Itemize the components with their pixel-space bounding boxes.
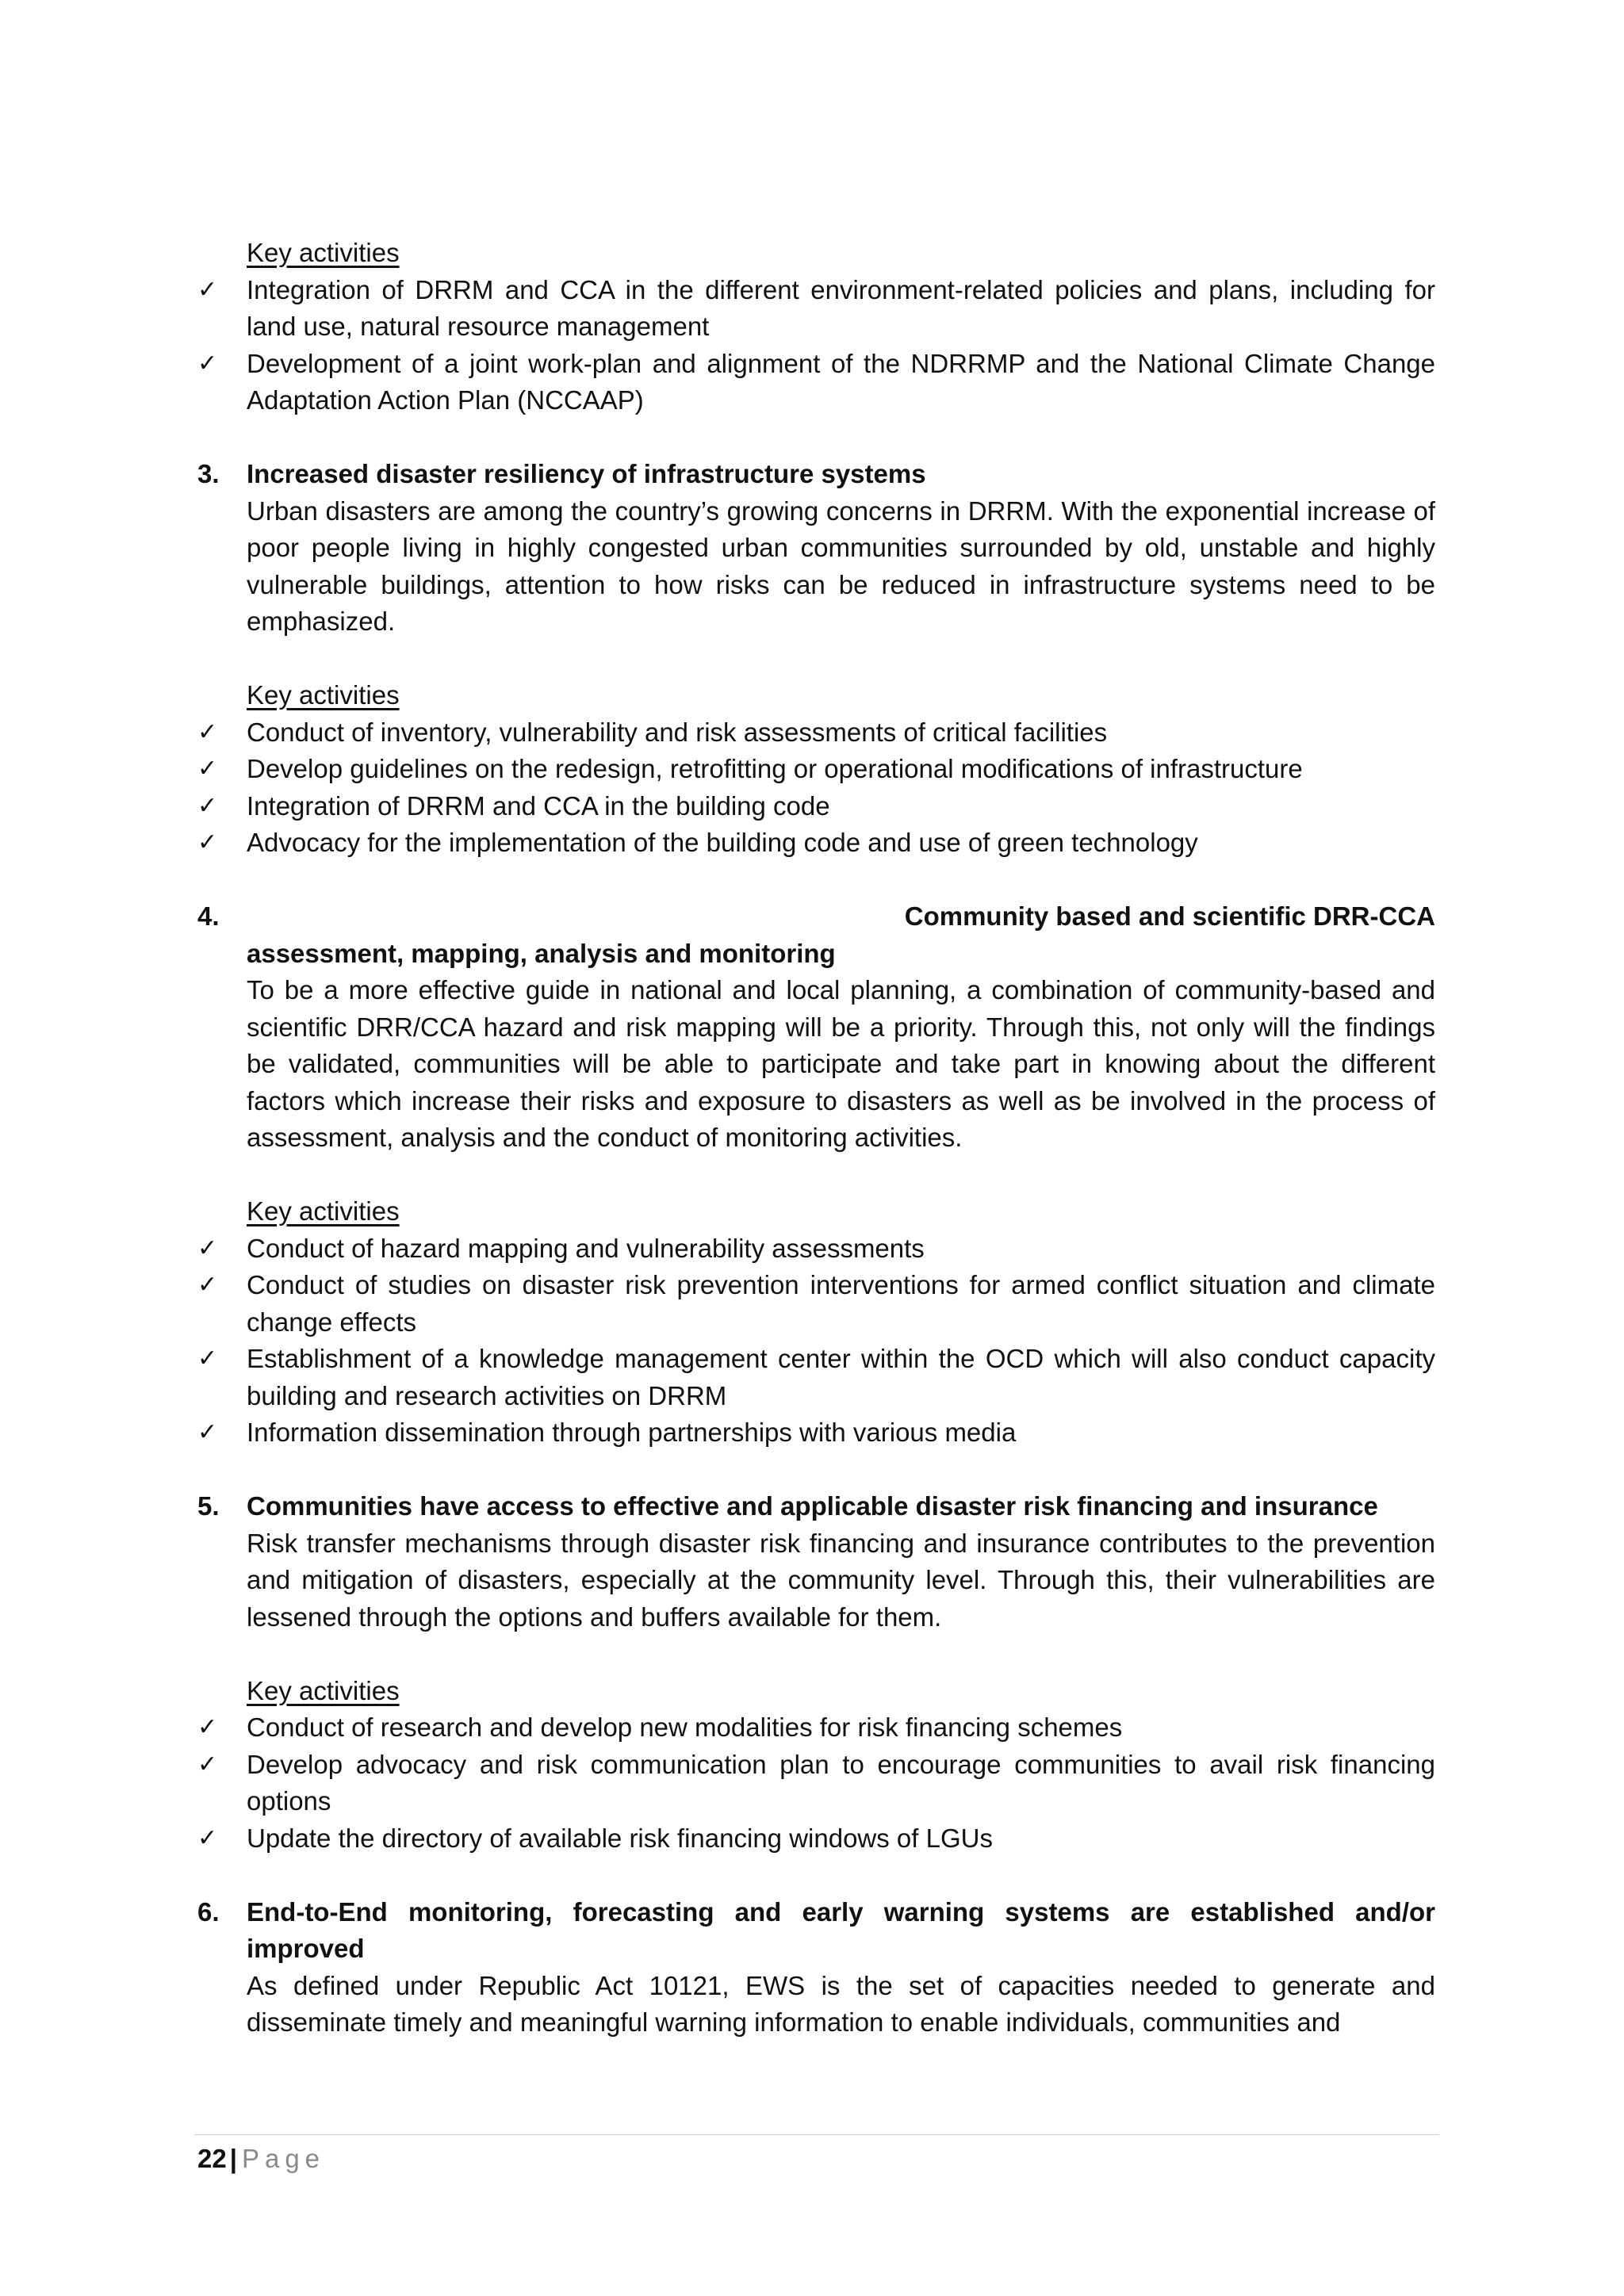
page-label: Page [241, 2144, 326, 2173]
section-body: Urban disasters are among the country’s growing concerns in DRRM. With the exponential increase of poor people living in highly congested urban communities surrounded by old, unstable and highly vulnerable buildings, attention to how risks can be reduced in infrastructure systems need to be emphasized. [247, 496, 1435, 636]
section-6 [197, 1894, 1435, 2042]
section-number: 4. [197, 901, 220, 931]
section-title-continued: assessment, mapping, analysis and monitoring [247, 938, 836, 968]
list-item: ✓ Develop advocacy and risk communication plan to encourage communities to avail risk financing options [247, 1747, 1435, 1820]
check-mark-icon: ✓ [197, 1750, 218, 1778]
key-activities-list [197, 1230, 1435, 1452]
section-body: To be a more effective guide in national and local planning, a combination of community-based and scientific DRR/CCA hazard and risk mapping will be a priority. Through this, not only will the findings be validated, communities will be able to participate and take part in knowing about the different factors which increase their risks and exposure to disasters as well as be involved in the process of assessment, analysis and the conduct of monitoring activities. [247, 975, 1435, 1152]
section-title: Communities have access to effective and applicable disaster risk financing and insurance [247, 1491, 1378, 1521]
check-mark-icon: ✓ [197, 1823, 218, 1852]
list-item: ✓ Conduct of studies on disaster risk prevention interventions for armed conflict situation and climate change effects [247, 1267, 1435, 1341]
list-item: ✓ Integration of DRRM and CCA in the different environment-related policies and plans, including for land use, natural resource management [247, 272, 1435, 346]
section-number: 5. [197, 1491, 220, 1521]
check-mark-icon: ✓ [197, 1713, 218, 1741]
list-item: ✓ Develop guidelines on the redesign, retrofitting or operational modifications of infrastructure [247, 751, 1435, 788]
section-body: Risk transfer mechanisms through disaster risk financing and insurance contributes to the prevention and mitigation of disasters, especially at the community level. Through this, their vulnerabilities are lessened through the options and buffers available for them. [247, 1528, 1435, 1632]
list-item: ✓ Information dissemination through partnerships with various media [247, 1414, 1435, 1452]
check-mark-icon: ✓ [197, 791, 218, 820]
check-mark-icon: ✓ [197, 1345, 218, 1372]
check-mark-icon: ✓ [197, 1418, 218, 1446]
key-activities-label: Key activities [247, 238, 400, 267]
check-mark-icon: ✓ [197, 1271, 218, 1299]
key-activities-label: Key activities [247, 1675, 400, 1705]
key-activities-list [197, 272, 1435, 419]
section-title: Increased disaster resiliency of infrastructure systems [247, 459, 926, 488]
page-number: 22 [197, 2144, 227, 2173]
section-title: Community based and scientific DRR-CCA [904, 901, 1435, 931]
list-item: ✓ Establishment of a knowledge management center within the OCD which will also conduct capacity building and research activities on DRRM [247, 1341, 1435, 1414]
list-item: ✓ Conduct of hazard mapping and vulnerability assessments [247, 1230, 1435, 1268]
check-mark-icon: ✓ [197, 275, 218, 304]
check-mark-icon: ✓ [197, 755, 218, 783]
footer-separator: | [229, 2144, 237, 2173]
footer-divider [194, 2134, 1439, 2135]
section-title: End-to-End monitoring, forecasting and early warning systems are established and/or improved [247, 1896, 1435, 1963]
key-activities-label: Key activities [247, 680, 400, 710]
check-mark-icon: ✓ [197, 828, 218, 856]
section-3 [197, 456, 1435, 862]
list-item: ✓ Conduct of inventory, vulnerability and risk assessments of critical facilities [247, 714, 1435, 752]
check-mark-icon: ✓ [197, 718, 218, 746]
list-item: ✓ Update the directory of available risk financing windows of LGUs [247, 1820, 1435, 1858]
page-footer [197, 2141, 325, 2178]
section-5 [197, 1488, 1435, 1857]
section-number: 6. [197, 1896, 220, 1927]
section-4 [197, 898, 1435, 1452]
page-content [197, 235, 1435, 2042]
check-mark-icon: ✓ [197, 349, 218, 377]
list-item: ✓ Development of a joint work-plan and alignment of the NDRRMP and the National Climate Change Adaptation Action Plan (NCCAAP) [247, 346, 1435, 419]
key-activities-list [197, 714, 1435, 862]
list-item: ✓ Conduct of research and develop new modalities for risk financing schemes [247, 1709, 1435, 1747]
check-mark-icon: ✓ [197, 1234, 218, 1262]
list-item: ✓ Advocacy for the implementation of the building code and use of green technology [247, 825, 1435, 862]
section-number: 3. [197, 459, 220, 488]
intro-key-activities [197, 235, 1435, 419]
section-body: As defined under Republic Act 10121, EWS is the set of capacities needed to generate and disseminate timely and meaningful warning information to enable individuals, communities and [247, 1970, 1435, 2037]
key-activities-list [197, 1709, 1435, 1857]
key-activities-label: Key activities [247, 1196, 400, 1226]
list-item: ✓ Integration of DRRM and CCA in the building code [247, 788, 1435, 825]
